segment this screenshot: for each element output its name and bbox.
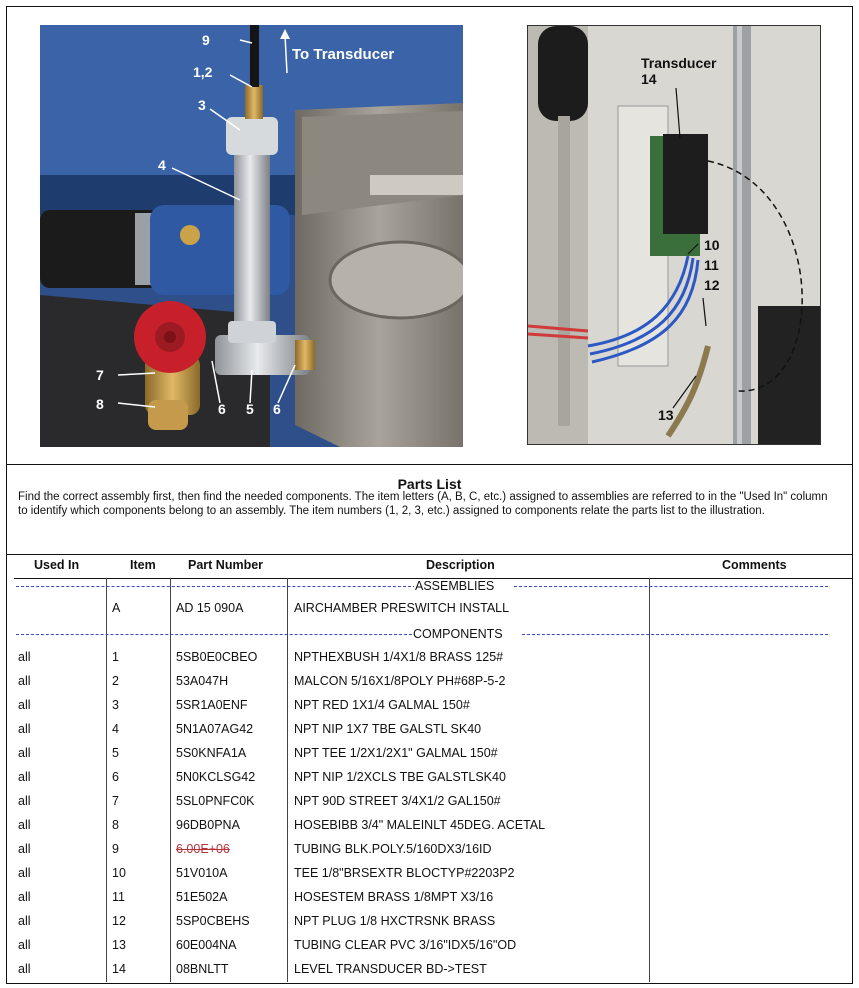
intro-divider [6,554,853,555]
row-item: 4 [112,722,119,736]
row-part-number: 51E502A [176,890,228,904]
assembly-description: AIRCHAMBER PRESWITCH INSTALL [294,601,510,615]
row-item: 5 [112,746,119,760]
table-row [6,914,853,938]
row-used-in: all [18,818,31,832]
callout-7: 7 [96,367,104,383]
row-used-in: all [18,746,31,760]
header-used-in: Used In [34,558,80,572]
table-row [6,650,853,674]
assembly-part-number: AD 15 090A [176,601,244,615]
row-item: 7 [112,794,119,808]
row-part-number: 5SB0E0CBEO [176,650,258,664]
row-item: 6 [112,770,119,784]
row-part-number: 5N1A07AG42 [176,722,254,736]
row-item: 12 [112,914,126,928]
callout-6-left: 6 [218,401,226,417]
row-used-in: all [18,722,31,736]
table-row [6,938,853,962]
row-used-in: all [18,674,31,688]
row-used-in: all [18,866,31,880]
table-row [6,842,853,866]
row-part-number: 96DB0PNA [176,818,240,832]
row-used-in: all [18,842,31,856]
row-part-number-struck: 6.00E+06 [176,842,230,856]
header-part-number: Part Number [188,558,264,572]
header-comments: Comments [722,558,787,572]
table-row [6,818,853,842]
row-item: 3 [112,698,119,712]
callout-12: 12 [704,277,720,293]
components-dash-left [16,634,412,635]
table-row [6,746,853,770]
row-part-number: 51V010A [176,866,228,880]
row-description: NPTHEXBUSH 1/4X1/8 BRASS 125# [294,650,504,664]
airchamber-illustration [40,25,463,447]
parts-list-intro: Find the correct assembly first, then find the needed components. The item letters (A, B, C, etc.) assigned to assemblies are referred to in the "Used In" column to identify which components belong to an assembly. The item numbers (1, 2, 3, etc.) assigned to components relate the parts list to the illustration. [18,491,828,517]
row-item: 8 [112,818,119,832]
assemblies-dash-left [16,586,416,587]
row-item: 10 [112,866,126,880]
row-description: NPT NIP 1X7 TBE GALSTL SK40 [294,722,482,736]
table-row [6,770,853,794]
row-description: NPT TEE 1/2X1/2X1" GALMAL 150# [294,746,498,760]
row-part-number: 53A047H [176,674,229,688]
callout-transducer: Transducer [641,55,717,71]
callout-13: 13 [658,407,674,423]
header-description: Description [426,558,495,572]
row-part-number: 5SR1A0ENF [176,698,248,712]
row-description: NPT PLUG 1/8 HXCTRSNK BRASS [294,914,496,928]
row-description: NPT NIP 1/2XCLS TBE GALSTLSK40 [294,770,506,784]
row-part-number: 60E004NA [176,938,237,952]
components-label: COMPONENTS [413,627,503,641]
assemblies-dash-right [514,586,828,587]
row-used-in: all [18,962,31,976]
row-item: 9 [112,842,119,856]
table-row [6,698,853,722]
assembly-row [6,601,853,625]
row-part-number: 5SL0PNFC0K [176,794,255,808]
row-used-in: all [18,698,31,712]
table-row [6,890,853,914]
callout-3: 3 [198,97,206,113]
row-item: 2 [112,674,119,688]
row-used-in: all [18,770,31,784]
callout-9: 9 [202,32,210,48]
assembly-item: A [112,601,121,615]
callout-10: 10 [704,237,720,253]
row-item: 14 [112,962,126,976]
table-row [6,866,853,890]
row-item: 1 [112,650,119,664]
callout-5: 5 [246,401,254,417]
row-used-in: all [18,890,31,904]
assemblies-separator [16,580,828,592]
row-part-number: 5SP0CBEHS [176,914,250,928]
table-row [6,962,853,986]
callout-11: 11 [704,257,719,273]
callout-8: 8 [96,396,104,412]
row-description: TUBING CLEAR PVC 3/16"IDX5/16"OD [294,938,517,952]
parts-list-title: Parts List [397,476,462,492]
row-description: TUBING BLK.POLY.5/160DX3/16ID [294,842,492,856]
row-description: TEE 1/8"BRSEXTR BLOCTYP#2203P2 [294,866,515,880]
photo-table-divider [6,464,853,465]
components-separator [16,628,828,640]
callout-1-2: 1,2 [193,64,213,80]
callout-to-transducer: To Transducer [292,46,395,63]
transducer-illustration [528,26,821,445]
callout-4: 4 [158,157,166,173]
row-description: NPT RED 1X1/4 GALMAL 150# [294,698,470,712]
row-part-number: 08BNLTT [176,962,229,976]
row-part-number: 5S0KNFA1A [176,746,247,760]
row-description: LEVEL TRANSDUCER BD->TEST [294,962,487,976]
row-description: NPT 90D STREET 3/4X1/2 GAL150# [294,794,501,808]
row-item: 11 [112,890,125,904]
row-part-number: 5N0KCLSG42 [176,770,256,784]
row-item: 13 [112,938,126,952]
transducer-photo [527,25,821,445]
airchamber-photo [40,25,463,447]
row-used-in: all [18,914,31,928]
row-used-in: all [18,794,31,808]
components-dash-right [522,634,828,635]
callout-14: 14 [641,71,657,87]
table-row [6,722,853,746]
assemblies-label: ASSEMBLIES [415,579,495,593]
header-item: Item [130,558,156,572]
row-description: MALCON 5/16X1/8POLY PH#68P-5-2 [294,674,506,688]
row-used-in: all [18,938,31,952]
table-row [6,674,853,698]
row-description: HOSEBIBB 3/4" MALEINLT 45DEG. ACETAL [294,818,546,832]
row-description: HOSESTEM BRASS 1/8MPT X3/16 [294,890,494,904]
table-row [6,794,853,818]
callout-6-right: 6 [273,401,281,417]
row-used-in: all [18,650,31,664]
